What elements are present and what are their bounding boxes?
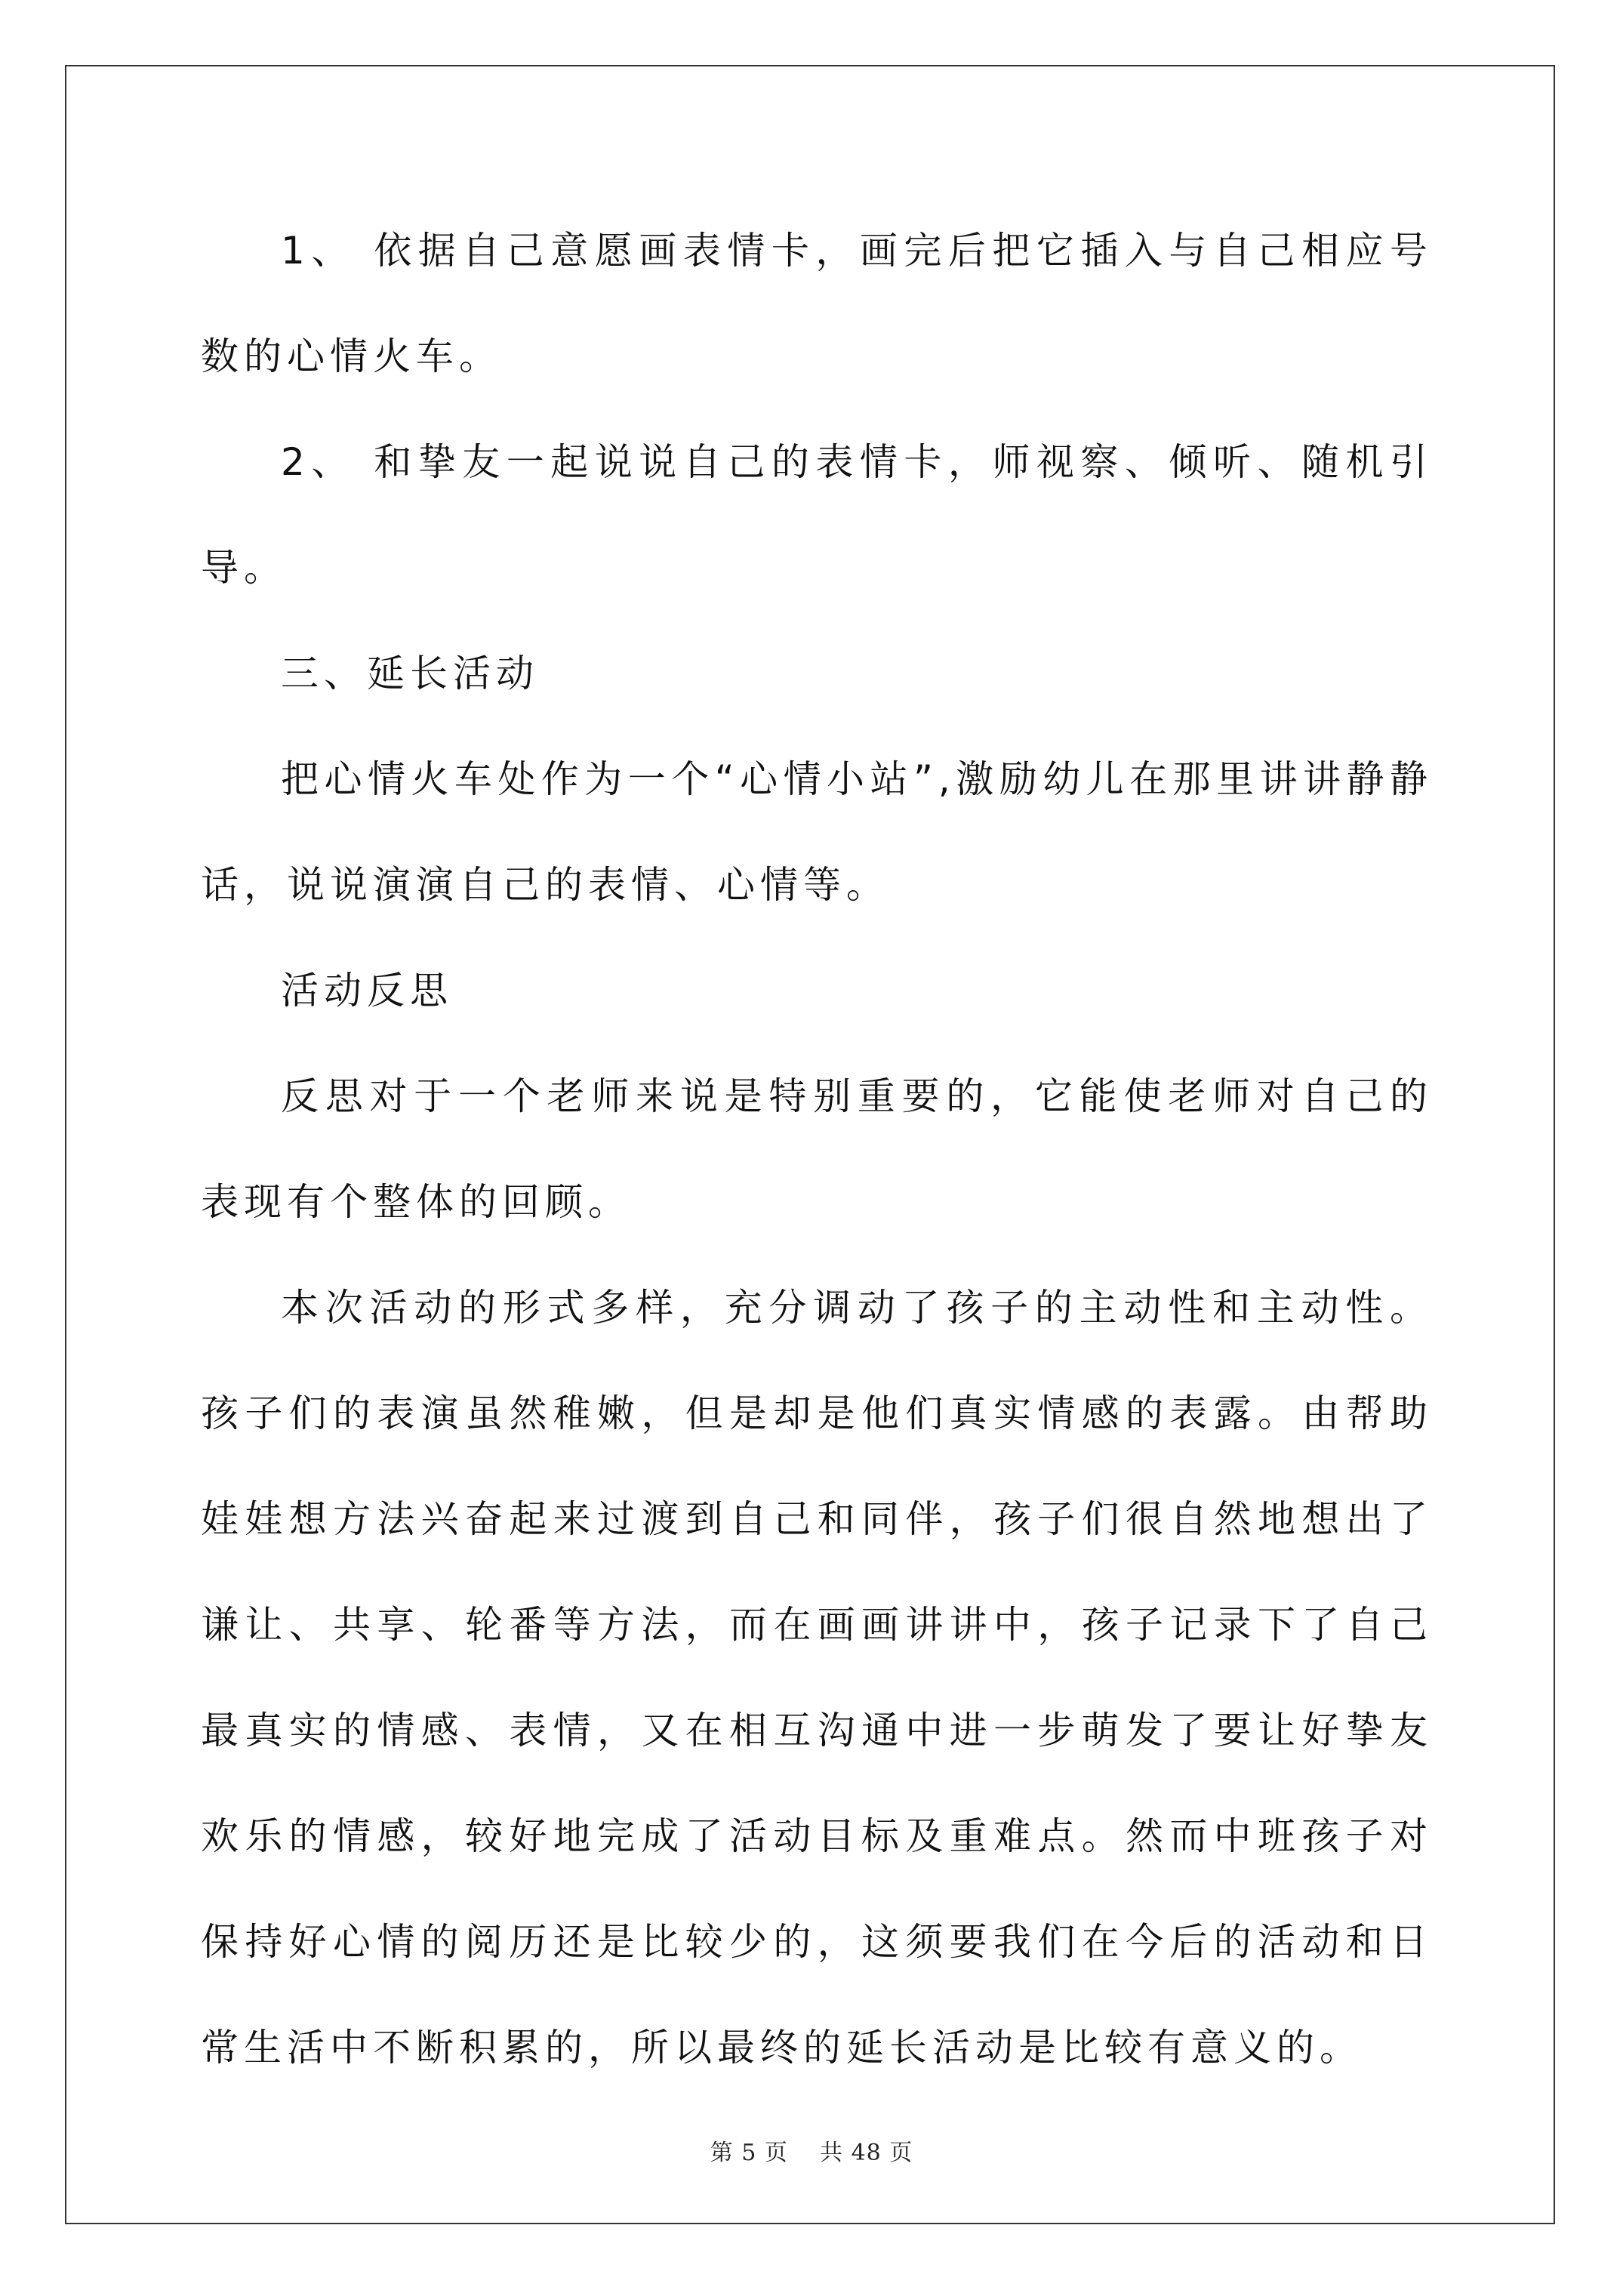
page-total: 共 48 页	[820, 2140, 913, 2166]
section-heading-reflection: 活动反思	[281, 969, 453, 1012]
paragraph-extension: 把心情火车处作为一个“心情小站”,激励幼儿在那里讲讲静静话，说说演演自己的表情、心情等。	[201, 757, 1433, 907]
paragraph-step-2: 2、 和挚友一起说说自己的表情卡，师视察、倾听、随机引导。	[201, 440, 1433, 590]
page-number: 第 5 页	[710, 2140, 788, 2166]
page-footer	[0, 2134, 1623, 2167]
paragraph-step-1: 1、 依据自己意愿画表情卡，画完后把它插入与自己相应号数的心情火车。	[201, 229, 1433, 378]
paragraph-reflection-body: 本次活动的形式多样，充分调动了孩子的主动性和主动性。孩子们的表演虽然稚嫩，但是却是他们真实情感的表露。由帮助娃娃想方法兴奋起来过渡到自己和同伴，孩子们很自然地想出了谦让、共享、轮番等方法，而在画画讲讲中，孩子记录下了自己最真实的情感、表情，又在相互沟通中进一步萌发了要让好挚友欢乐的情感，较好地完成了活动目标及重难点。然而中班孩子对保持好心情的阅历还是比较少的，这须要我们在今后的活动和日常生活中不断积累的，所以最终的延长活动是比较有意义的。	[201, 1286, 1433, 2069]
document-body	[201, 198, 1433, 2100]
paragraph-reflection-intro: 反思对于一个老师来说是特别重要的，它能使老师对自己的表现有个整体的回顾。	[201, 1074, 1433, 1224]
section-heading-extension: 三、延长活动	[281, 652, 539, 695]
